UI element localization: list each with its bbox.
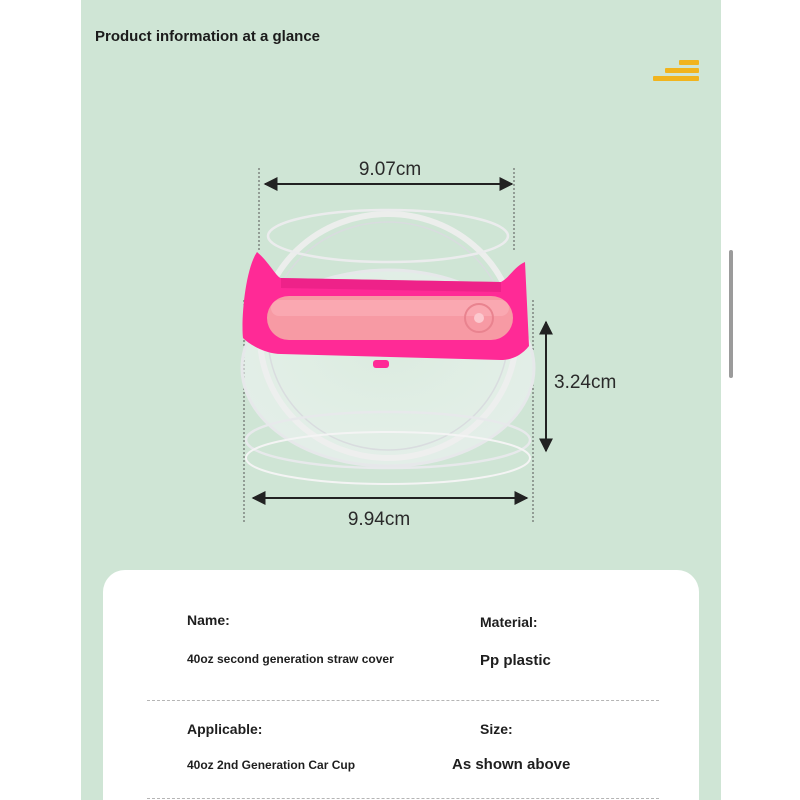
- scrollbar[interactable]: [729, 250, 733, 378]
- page-title: Product information at a glance: [95, 28, 321, 45]
- applicable-value: 40oz 2nd Generation Car Cup: [187, 758, 356, 772]
- lid-slider: [267, 296, 513, 340]
- size-value: As shown above: [452, 756, 571, 773]
- height-label: 3.24cm: [554, 372, 617, 393]
- product-info-panel: [81, 0, 721, 800]
- spec-card: [103, 570, 699, 800]
- size-label: Size:: [480, 721, 513, 737]
- applicable-label: Applicable:: [187, 721, 263, 737]
- product-image: [81, 0, 721, 560]
- bottom-width-label: 9.94cm: [347, 509, 411, 530]
- spec-divider-bottom: [147, 798, 659, 799]
- top-width-label: 9.07cm: [358, 159, 422, 180]
- material-value: Pp plastic: [480, 652, 551, 669]
- material-label: Material:: [480, 614, 538, 630]
- name-label: Name:: [187, 612, 230, 628]
- spec-divider: [147, 700, 659, 701]
- name-value: 40oz second generation straw cover: [187, 652, 394, 666]
